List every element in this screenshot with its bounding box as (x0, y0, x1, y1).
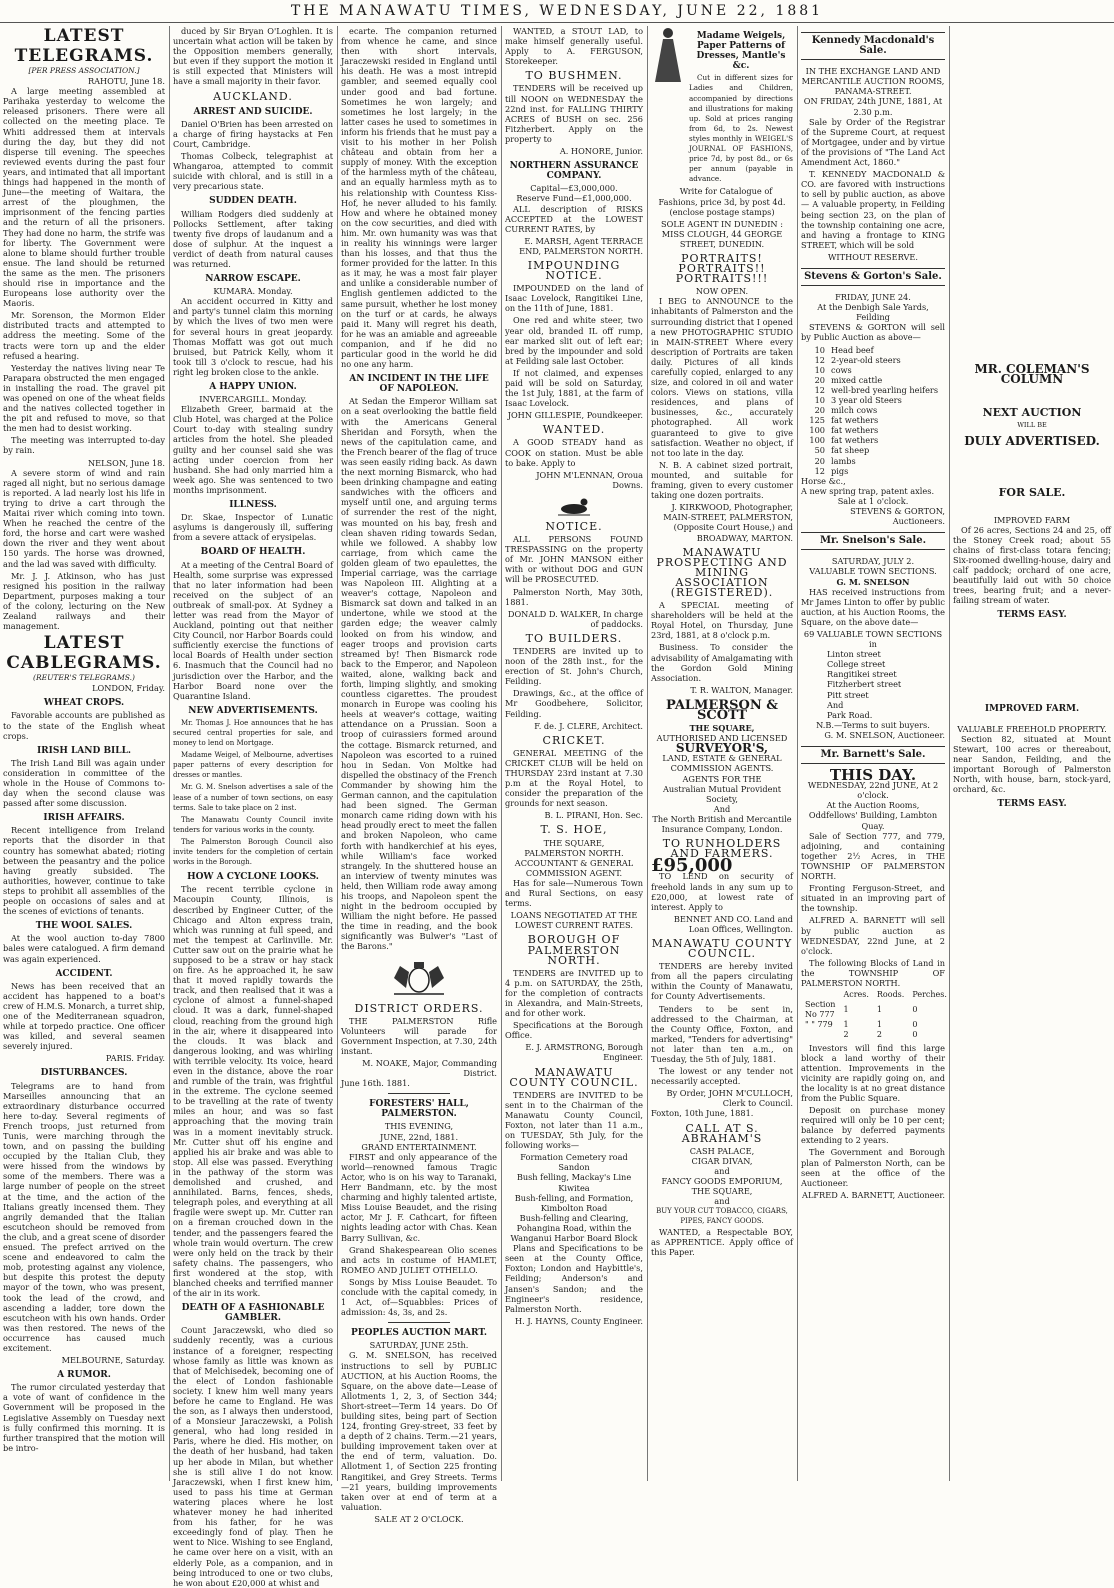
street-item: Linton street (827, 649, 881, 660)
stock-item: 20 mixed cattle (814, 374, 883, 385)
street-item: Fitzherbert street (827, 679, 902, 690)
column-news: duced by Sir Bryan O'Loghlen. It is uncertain what action will be taken by the Opposition members generally, but even if they support the motion it is still expected that Ministers will have a small majority in their favor. AUCKLAND. ARREST AND SUICIDE. Daniel O'Brien has been arrested on a charge of firing haystacks at Fen Court, Cambridge. Thomas Colbeck, telegraphist at Whangaroa, attempted to commit suicide with chloral, and is still in a very precarious state. SUDDEN DEATH. William Rodgers died suddenly at Pollocks Settlement, after taking twenty five drops of laudanum and a dose of sulphur. At the inquest a verdict of death from natural causes was returned. NARROW ESCAPE. KUMARA. Monday. An accident occurred in Kitty and and party's tunnel claim this morning by which the lives of two men were for several hours in great jeopardy. Thomas Moffatt was got out much bruised, but Patrick Kelly, whom it took till 3 o'clock to rescue, had his right leg broken close to the ankle. A HAPPY UNION. INVERCARGILL. Monday. Elizabeth Greer, barmaid at the Club Hotel, was charged at the Police Court to-day with stealing sundry articles from the hotel. She pleaded guilty and her counsel said she was acting under coercion from her husband. She had only married him a week ago. She was sentenced to two months imprisonment. ILLNESS. Dr. Skae, Inspector of Lunatic asylums is dangerously ill, suffering from a severe attack of erysipelas. BOARD OF HEALTH. At a meeting of the Central Board of Health, some surprise was expressed that no later information had been received on the subject of an outbreak of small-pox. At Sydney a letter was read from the Mayor of Auckland, pointing out that neither City Council, nor Harbor Boards could sufficiently exercise the functions of local Boards of Health under section 6. Inasmuch that the Council had no jurisdiction over the Harbor, and the Harbor Board none over the Quarantine Island. NEW ADVERTISEMENTS. Mr. Thomas J. Hoe announces that he has secured central properties for sale, and money to lend on Mortgage. Madame Weigel, of Melbourne, advertises paper patterns of every description for dresses or mantles. Mr. G. M. Snelson advertises a sale of the lease of a number of town sections, on easy terms. Sale to take place on 2 inst. The Manawatu County Council invite tenders for various works in the county. The Palmerston Borough Council also invite tenders for the completion of certain works in the Borough. HOW A CYCLONE LOOKS. The recent terrible cyclone in Macoupin County, Illinois, is described by Engineer Cutter, of the Chicago and Alton express train, which was running at full speed, and met the tempest at Carlinville. Mr. Cutter saw out on the prairie what he supposed to be a straw or hay stack on fire. As he approached it, he saw that it moved rapidly towards the track, and then realised that it was a cyclone of almost a funnel-shaped cloud. It was a dark, funnel-shaped cloud, reaching from the ground high in the air, where it disappeared into the clouds. It was black and dangerous looking, and was whirling with terrible velocity. Its voice, heard even in the distance, above the roar and rumble of the train, was frightful in the extreme. The cyclone seemed to be travelling at the rate of twenty miles an hour, and was so fast approaching that the moving train was in a moment inevitably struck. Mr. Cutter shut off his engine and applied his air brake and was able to stop. All else was passed. Everything in the pathway of the storm was demolished and crushed, and annihilated. Barns, fences, sheds, telegraph poles, and everything at all fragile were swept up. Mr. Cutter ran on a fireman crouched down in the tender, and the passengers feared the whole train would overturn. The crew were only held on the track by their safety chains. The passengers, who first wondered at the stop, with blanched cheeks and terrified manner of the air in its work. DEATH OF A FASHIONABLE GAMBLER. Count Jaraczewski, who died so suddenly recently, was a curious instance of a foreigner, respecting whose family as little was known as that of Melchisedek, becoming one of the elect of London fashionable society. I knew him well many years before he came to England. He was the son, as I always then understood, of a Monsieur Jaraczewski, a Polish general, who had long resided in Paris, where he died. His mother, on the death of her husband, had taken up her abode in Milan, but whether she is still alive I do not know. Jaraczewski, when I first knew him, used to pass his time at German watering places where he lost whatever money he had inherited from his father, for he was exceedingly fond of play. Then he went to Nice. Wishing to see England, he came over here on a visit, with an elderly Pole, as a companion, and in being introduced to one or two clubs, he won about £20,000 at whist and (173, 26, 333, 1588)
column-ads-1: WANTED, a STOUT LAD, to make himself generally useful. Apply to A. FERGUSON, Storekeeper. TO BUSHMEN. TENDERS will be received up till NOON on WEDNESDAY the 22nd inst. for FALLING THIRTY ACRES of BUSH on sec. 256 Fitzherbert. Apply on the property to A. HONORE, Junior. NORTHERN ASSURANCE COMPANY. Capital—£3,000,000. Reserve Fund—£1,000,000. ALL description of RISKS ACCEPTED at the LOWEST CURRENT RATES, by E. MARSH, Agent TERRACE END, PALMERSTON NORTH. IMPOUNDING NOTICE. IMPOUNDED on the land of Isaac Lovelock, Rangitikei Line, on the 11th of June, 1881. One red and white steer, two year old, branded IL off rump, ear marked slit out of left ear; bred by the impounder and sold at Feilding sale last October. If not claimed, and expenses paid will be sold on Saturday, the 1st July, 1881, at the farm of Isaac Lovelock. JOHN GILLESPIE, Poundkeeper. WANTED. A GOOD STEADY hand as COOK on station. Must be able to bake. Apply to JOHN M'LENNAN, Oroua Downs. NOTICE. ALL PERSONS FOUND TRESPASSING on the property of Mr. JOHN MANSON either with or without DOG and GUN will be PROSECUTED. Palmerston North, May 30th, 1881. DONALD D. WALKER, In charge of paddocks. TO BUILDERS. TENDERS are invited up to noon of the 28th inst., for the erection of St. John's Church, Feilding. Drawings, &c., at the office of Mr Goodbehere, Solicitor, Feilding. F. de. J. CLERE, Architect. CRICKET. GENERAL MEETING of the CRICKET CLUB will be held on THURSDAY 23rd instant at 7.30 p.m at the Royal Hotel, to consider the preparation of the grounds for next season. B. L. PIRANI, Hon. Sec. T. S. HOE, THE SQUARE, PALMERSTON NORTH. ACCOUNTANT & GENERAL COMMISSION AGENT. Has for sale—Numerous Town and Rural Sections, on easy terms. LOANS NEGOTIATED AT THE LOWEST CURRENT RATES. BOROUGH OF PALMERSTON NORTH. TENDERS are INVITED up to 4 p.m. on SATURDAY, the 25th, for the completion of contracts in Alexandra, and Main-Streets, and for other work. Specifications at the Borough Office. E. J. ARMSTRONG, Borough Engineer. MANAWATU COUNTY COUNCIL. TENDERS are INVITED to be sent in to the Chairman of the Manawatu County Council, Foxton, not later than 11 a.m., on TUESDAY, 5th July, for the following works— Formation Cemetery road Sandon Bush felling, Mackay's Line Kiwitea Bush-felling, and Formation, Kimbolton Road Bush-felling and Clearing, Pohangina Road, within the Wanganui Harbor Board Block Plans and Specifications to be seen at the County Office, Foxton; London and Haybittle's, Feilding; Anderson's and Jansen's Sandon; and the Engineer's residence, Palmerston North. H. J. HAYNS, County Engineer. (505, 26, 643, 1326)
stock-item: 12 pigs (814, 465, 849, 476)
column-coleman: MR. COLEMAN'S COLUMN NEXT AUCTION WILL BE DULY ADVERTISED. FOR SALE. IMPROVED FARM Of 26 acres, Sections 24 and 25, off the Stoney Creek road; about 55 chains of first-class totara fencing; Six-roomed dwelling-house, dairy and calf paddock; orchard of one acre, beautifully laid out with 50 choice trees, bearing fruit; and a never-failing stream of water. TERMS EASY. IMPROVED FARM. VALUABLE FREEHOLD PROPERTY. Section 82, situated at Mount Stewart, 100 acres or thereabout, near Sandon, Feilding, and the important Borough of Palmerston North, with house, barn, stock-yard, orchard, &c. TERMS EASY. (953, 362, 1111, 810)
table-header: Roods. (876, 990, 905, 1000)
stock-item: 12 well-bred yearling heifers (814, 384, 939, 395)
street-item: And (827, 699, 844, 710)
duck-icon (554, 496, 594, 516)
stock-item: 10 cows (814, 364, 852, 375)
dress-figure-icon (651, 26, 685, 84)
stock-item: 100 fat wethers (809, 435, 879, 446)
stock-item: 10 3 year old Steers (814, 395, 902, 405)
section-title: LATEST CABLEGRAMS. (6, 633, 162, 674)
street-item: Pitt street (827, 689, 869, 700)
street-item: College street (827, 659, 886, 670)
table-header: Acres. (843, 990, 869, 1000)
table-row: " " 779 1 1 0 (805, 1020, 918, 1030)
column-telegrams: LATEST TELEGRAMS. [PER PRESS ASSOCIATION.] RAHOTU, June 18. A large meeting assembled at Parihaka yesterday to welcome the released prisoners. There were all collected on the meeting place. Te Whiti addressed them at intervals during the day, but they did not disperse till evening. The speeches reviewed events during the past four years, and intimated that all important things had happened in the month of June—the meeting of Waitara, the arrest of the ploughmen, the imprisonment of the fencing parties and the return of all the prisoners. They had done no harm, the strife was for liberty. The Government were alone to blame should further trouble ensue. The land should be returned the same as the men. The prisoners should rise in importance and the Europeans lose authority over the Maoris. Mr. Sorenson, the Mormon Elder distributed tracts and attempted to address the meeting. Some of the tracts were torn up and the elder refused a hearing. Yesterday the natives living near Te Parapara obstructed the men engaged in installing the road. The gravel pit was opened on one of the wheat fields and the natives collected together in the pit and refused to move, so that the men had to desist working. The meeting was interrupted to-day by rain. NELSON, June 18. A severe storm of wind and rain raged all night, but no serious damage is reported. A lad nearly lost his life in trying to drive a cart through the Maitai river which coming into town. When he reached the centre of the ford, the horse and cart were washed down the river and they went about 150 yards. The horse was drowned, and the lad was saved with difficulty. Mr. J. J. Atkinson, who has just resigned his position in the railway Department, purposes making a tour of the colony, lecturing on the New Zealand railways and their management. LATEST CABLEGRAMS. (REUTER'S TELEGRAMS.) LONDON, Friday. WHEAT CROPS. Favorable accounts are published as to the state of the English wheat crops. IRISH LAND BILL. The Irish Land Bill was again under consideration in committee of the whole in the House of Commons to-day when the second clause was passed after some discussion. IRISH AFFAIRS. Recent intelligence from Ireland reports that the disorder in that country has somewhat abated; rioting between the peasantry and the police having greatly subsided. The authorities, however, continue to take steps to prohibit all assemblies of the people on occasions of sales and at the scenes of evictions of tenants. THE WOOL SALES. At the wool auction to-day 7800 bales were catalogued. A firm demand was again experienced. ACCIDENT. News has been received that an accident has happened to a boat's crew of H.M.S. Monarch, a turret ship, one of the Mediterranean squadron, while at torpedo practice. One officer was killed, and several seamen severely injured. PARIS. Friday. DISTURBANCES. Telegrams are to hand from Marseilles announcing that an extraordinary disturbance occurred here to-day. Several regiments of French troops, just returned from Tunis, were marching through the town, and on passing the building occupied by the Italian Club, they were hissed from the windows by some of the members. There was a large number of people on the street at the time, and the action of the Italians greatly incensed them. They angrily demanded that the Italian escutcheon should be removed from the club, and a great scene of disorder ensued. The prefect arrived on the scene and endeavored to calm the mob, protesting against any violence, but despite this protest the deputy mayor of the town, who was present, took the lead of the crowd, and ascending a ladder, tore down the escutcheon with his own hands. Order was then restored. The news of the occurrence has caused much excitement. MELBOURNE, Saturday. A RUMOR. The rumor circulated yesterday that a vote of want of confidence in the Government will be proposed in the Legislative Assembly on Tuesday next is fully confirmed this morning. It is further transpired that the motion will be intro- (3, 26, 165, 1453)
stock-item: 20 milch cows (814, 405, 878, 416)
land-table (801, 990, 951, 1040)
stock-item: 50 fat sheep (814, 445, 870, 456)
stock-item: 12 2-year-old steers (814, 354, 901, 365)
table-header: Perches. (912, 990, 947, 1000)
masthead: THE MANAWATU TIMES, WEDNESDAY, JUNE 22, 1881 (0, 0, 1114, 23)
column-ads-2: Madame Weigels, Paper Patterns of Dresses, Mantle's &c. Cut in different sizes for Ladies and Children, accompanied by directions and illustrations for making up. Sold at prices ranging from 6d, to 2s. Newest styles monthly in WEIGEL'S JOURNAL OF FASHIONS, price 7d, by post 8d., or 6s per annum (payable in advance. Write for Catalogue of Fashions, price 3d, by post 4d. (enclose postage stamps) SOLE AGENT IN DUNEDIN : MISS CLOUGH, 44 GEORGE STREET, DUNEDIN. PORTRAITS! PORTRAITS!! PORTRAITS!!! NOW OPEN. I BEG to ANNOUNCE to the inhabitants of Palmerston and the surrounding district that I opened a new PHOTOGRAPHIC STUDIO in MAIN-STREET Where every description of Portraits are taken daily. Pictures of all kinds carefully copied, enlarged to any size, and colored in oil and water colors. Views on stations, villa residences, and plans of businesses, &c., accurately photographed. All work guaranteed to give to give satisfaction. Weather no object, if not too late in the day. N. B. A cabinet sized portrait, mounted, and suitable for framing, given to every customer taking one dozen portraits. J. KIRKWOOD, Photographer, MAIN-STREET, PALMERSTON, (Opposite Court House,) and BROADWAY, MARTON. MANAWATU PROSPECTING AND MINING ASSOCIATION (REGISTERED). A SPECIAL meeting of shareholders will be held at the Royal Hotel, on Thursday, June 23rd, 1881, at 8 o'clock p.m. Business. To consider the advisability of Amalgamating with the Gordon Gold Mining Association. T. R. WALTON, Manager. PALMERSON & SCOTT THE SQUARE, AUTHORISED AND LICENSED SURVEYOR'S, LAND, ESTATE & GENERAL COMMISSION AGENTS. AGENTS FOR THE Australian Mutual Provident Society, And The North British and Mercantile Insurance Company, London. TO RUNHOLDERS AND FARMERS. £95,000 TO LEND on security of freehold lands in any sum up to £20,000, at lowest rate of interest. Apply to BENNET AND CO. Land and Loan Offices, Wellington. MANAWATU COUNTY COUNCIL. TENDERS are hereby invited from all the papers circulating within the County of Manawatu, for County Advertisements. Tenders to be sent in, addressed to the Chairman, at the County Office, Foxton, and marked, "Tenders for advertising" not later than ten a.m., on Tuesday, the 5th of July, 1881. The lowest or any tender not necessarily accepted. By Order, JOHN M'CULLOCH, Clerk to Council. Foxton, 10th June, 1881. CALL AT S. ABRAHAM'S CASH PALACE, CIGAR DIVAN, and FANCY GOODS EMPORIUM, THE SQUARE, and BUY YOUR CUT TOBACCO, CIGARS, PIPES, FANCY GOODS. WANTED, a Respectable BOY, as APPRENTICE. Apply office of this Paper. (648, 26, 796, 1481)
stock-item: 10 Head beef (814, 344, 874, 355)
section-title: LATEST TELEGRAMS. (14, 26, 154, 66)
column-sales: Kennedy Macdonald's Sale. IN THE EXCHANGE LAND AND MERCANTILE AUCTION ROOMS, PANAMA-STREET. ON FRIDAY, 24th JUNE, 1881, At 2.30 p.m. Sale by Order of the Registrar of the Supreme Court, at request of Mortgagee, under and by virtue of the provisions of "The Land Act Amendment Act, 1860." T. KENNEDY MACDONALD & CO. are favored with instructions to sell by public auction, as above— A valuable property, in Feilding being section 23, on the plan of the township containing one acre, and having a frontage to KING STREET, which will be sold WITHOUT RESERVE. Stevens & Gorton's Sale. FRIDAY, JUNE 24. At the Denbigh Sale Yards, Feilding STEVENS & GORTON will sell by Public Auction as above— 10 Head beef 12 2-year-old steers 10 cows 20 mixed cattle 12 well-bred yearling heifers 10 3 year old Steers 20 milch cows 125 fat wethers 100 fat wethers 100 fat wethers 50 fat sheep 20 lambs 12 pigs Horse &c., A new spring trap, patent axles. Sale at 1 o'clock. STEVENS & GORTON, Auctioneers. Mr. Snelson's Sale. SATURDAY, JULY 2. VALUABLE TOWN SECTIONS. G. M. SNELSON HAS received instructions from Mr James Linton to offer by public auction, at his Auction Rooms, the Square, on the above date— 69 VALUABLE TOWN SECTIONS in Linton street College street Rangitikei street Fitzherbert street Pitt street And Park Road. N.B.—Terms to suit buyers. G. M. SNELSON, Auctioneer. Mr. Barnett's Sale. THIS DAY. WEDNESDAY, 22nd JUNE, At 2 o'clock. At the Auction Rooms, Oddfellows' Building, Lambton Quay. Sale of Section 777, and 779, adjoining, and containing together 2½ Acres, in THE TOWNSHIP OF PALMERSTON NORTH. Fronting Ferguson-Street, and situated in an improving part of the township. ALFRED A. BARNETT will sell by public auction as WEDNESDAY, 22nd June, at 2 o'clock. The following Blocks of Land in the TOWNSHIP OF PALMERSTON NORTH. Acres. Roods. Perches. Section No 777 1 1 0 " " 779 1 1 0 2 2 0 Investors will find this large block a land worthy of their attention. Improvements in the vicinity are rapidly going on, and the locality is at no great distance from the Public Square. Deposit on purchase money required will only be 10 per cent; balance by deferred payments extending to 2 years. The Government and Borough plan of Palmerston North, can be seen at the office of the Auctioneer. ALFRED A. BARNETT, Auctioneer. (798, 26, 948, 1481)
stock-item: 20 lambs (814, 455, 856, 466)
royal-crest-icon (384, 958, 454, 998)
table-row: Section No 777 1 1 0 (805, 1000, 918, 1020)
stock-item: 100 fat wethers (809, 425, 879, 436)
street-list (801, 649, 945, 720)
street-item: Park Road. (827, 709, 873, 720)
street-item: Rangitikei street (827, 669, 897, 680)
table-row: 2 2 0 (843, 1030, 918, 1040)
stock-list (801, 345, 945, 476)
table-header (801, 990, 839, 1000)
stock-item: 125 fat wethers (809, 415, 879, 426)
column-features: ecarte. The companion returned from whence he came, and since then with short intervals, Jaraczewski resided in England until his death. He was a most intrepid gambler, and seemed equally cool under good and bad fortune. Sometimes he won largely; and sometimes he lost largely; in the latter cases he used to sometimes in inform his friends that he must pay a visit to his mother in her Polish château and obtain from her a supply of money. With the exception of the harmless myth of the château, and an equally harmless myth as to his relationship with Countess Kiss-Hof, he never alluded to his family. How and where he obtained money on the cow securities, and died with him. Mr. own humanity was was that in reality his winnings were larger than his losses, and that thus the former provided for the latter. In this as it may, he was a most fair player and unlike a considerable number of English gentlemen addicted to the same pursuit, whether he lost money on the turf or at cards, he always paid it. Many will regret his death, for he was an amiable and agreeable companion, and if he did no particular good in the world he did no one any harm. AN INCIDENT IN THE LIFE OF NAPOLEON. At Sedan the Emperor William sat on a seat overlooking the battle field with the Americans General Sheridan and Forsyth, when the news of the capitulation came, and the French bearer of the flag of truce was seen easily riding back. As dawn the next morning Bismarck, who had been drinking champagne and eating sandwiches with the officers and myself until one, and arguing terms of surrender the rest of the night, was mounted on his bay, fresh and clean shaven riding towards Sedan, while we followed. A shabby low carriage, from which came the golden gleam of two epaulettes, the Imperial carriage, was the carriage was Napoleon III. Alighting at a weaver's cottage, Napoleon and Bismarck sat down and talked in an undertone, while we stood at the garden edge; the weaver calmly looked on from his window, and eager troops and provision carts streamed by! Then Bismarck rode back to the Emperor, and Napoleon waited, alone, walking back and forth, limping slightly, and smoking countless cigarettes. The proudest monarch in Europe was cooling his heels at weaver's cottage, waiting attendance on a Prussian. Soon a troop of cuirassiers formed around the cottage. Bismarck returned, and Napoleon was escorted to a ruined hou in Sedan. Von Moltke had dispelled the obstinacy of the French Commander by showing him the German cannon, and the capitulation had been signed. The German monarch came riding down with his head proudly erect to meet the fallen and broken Napoleon, who came forth with handkerchief at his eyes, while William's face worked strangely. In the shuttered house an an interview of twenty minutes was held, then William rode away among his troops, and Napoleon spent the night in the bedroom occupied by William the night before. He passed the time in reading, and the book significantly was Bulwer's "Last of the Barons." DISTRICT ORDERS. THE PALMERSTON Rifle Volunteers will parade for Government Inspection, at 7.30, 24th instant. M. NOAKE, Major, Commanding District. June 16th. 1881. FORESTERS' HALL, PALMERSTON. THIS EVENING, JUNE, 22nd, 1881. GRAND ENTERTAINMENT. FIRST and only appearance of the world—renowned famous Tragic Actor, who is on his way to Taranaki, Herr Bandmann, etc. by the most charming and highly talented artiste, Miss Louise Beaudet, and the rising actor, Mr J. F. Cathcart, for fifteen nights leading actor with Chas. Kean Barry Sullivan, &c. Grand Shakespearean Olio scenes and acts in costume of HAMLET, ROMEO AND JULIET OTHELLO. Songs by Miss Louise Beaudet. To conclude with the capital comedy, in 1 Act, of—Squabbles: Prices of admission: 4s, 3s, and 2s. PEOPLES AUCTION MART. SATURDAY, JUNE 25th. G. M. SNELSON, has received instructions to sell by PUBLIC AUCTION, at his Auction Rooms, the Square, on the above date—Lease of Allotments 1, 2, 3, of Section 344; Short-street—Term 14 years. Do Of building sites, being part of Section 124, fronting Grey-street, 33 feet by a depth of 2 chains. Term.—21 years, building improvement taken over at the end of term, valuation. Do. Allotment 1, of Section 225 fronting Rangitikei, and Grey Streets. Terms—21 years, building improvements taken over at end of term at a valuation. SALE AT 2 O'CLOCK. (341, 26, 497, 1524)
